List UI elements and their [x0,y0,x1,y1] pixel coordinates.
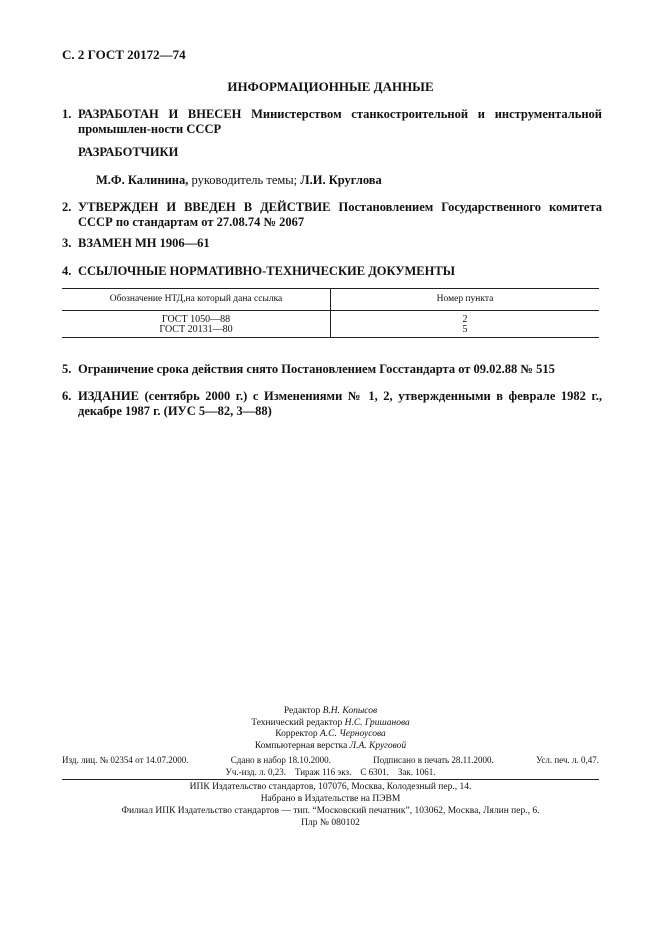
item-number: 6. [62,389,72,403]
table-cell: 5 [331,325,600,338]
layout-line [0,741,661,753]
developers-label: РАЗРАБОТЧИКИ [78,145,179,159]
item-1 [62,107,602,137]
page-header: С. 2 ГОСТ 20172—74 [62,47,186,62]
item-text: ВЗАМЕН МН 1906—61 [78,236,210,250]
imprint-block [0,706,661,752]
tech-editor-name: Н.С. Гришанова [344,717,410,728]
table-header-row [62,289,599,311]
item-text: Ограничение срока действия снято Постановлением Госстандарта от 09.02.88 № 515 [78,362,555,376]
publication-block [62,754,599,778]
item-text: ИЗДАНИЕ (сентябрь 2000 г.) с Изменениями № 1, 2, утвержденными в феврале 1982 г., декабре 1987 г. (ИУС 5—82, 3—88) [78,389,602,418]
corrector-line [0,729,661,741]
item-text: РАЗРАБОТАН И ВНЕСЕН Министерством станкостроительной и инструментальной промышлен-ности СССР [78,107,602,136]
tech-editor-line [0,718,661,730]
developers-line [96,173,382,188]
print-sheets: Усл. печ. л. 0,47. [536,755,599,765]
editor-name: В.Н. Копысов [322,706,378,716]
divider [62,779,599,780]
developer-name: Л.И. Круглова [300,173,382,187]
editor-line [0,706,661,718]
footer-line: Набрано в Издательстве на ПЭВМ [260,794,401,804]
set-date: Сдано в набор 18.10.2000. [230,755,331,765]
item-number: 3. [62,236,72,250]
item-5 [62,362,602,377]
corrector-label: Корректор [275,729,320,739]
table-row [62,311,599,326]
item-number: 5. [62,362,72,376]
publication-row [62,754,599,766]
item-number: 4. [62,264,72,278]
reference-table [62,288,599,338]
footer-line: Филиал ИПК Издательство стандартов — тип. “Московский печатник”, 103062, Москва, Лялин пер., 6. [121,806,540,816]
table-row [62,325,599,338]
developer-role: руководитель темы; [188,173,301,187]
publication-row-2: Уч.-изд. л. 0,23. Тираж 116 экз. С 6301. Зак. 1061. [225,767,436,777]
column-header: Номер пункта [331,289,600,311]
item-number: 2. [62,200,72,214]
layout-label: Компьютерная верстка [254,740,350,751]
section-title: ИНФОРМАЦИОННЫЕ ДАННЫЕ [227,79,434,94]
item-2 [62,200,602,230]
footer-line: ИПК Издательство стандартов, 107076, Москва, Колодезный пер., 14. [189,782,472,792]
table-cell: 2 [462,314,468,325]
table-cell: ГОСТ 20131—80 [62,325,331,338]
item-3 [62,236,602,251]
editor-label: Редактор [283,706,323,716]
developer-name: М.Ф. Калинина, [96,173,189,187]
item-text: ССЫЛОЧНЫЕ НОРМАТИВНО-ТЕХНИЧЕСКИЕ ДОКУМЕНТЫ [78,264,455,278]
footer-line: Плр № 080102 [301,818,360,828]
item-4 [62,264,602,279]
license: Изд. лиц. № 02354 от 14.07.2000. [62,755,189,765]
footer [0,781,661,829]
table-cell: ГОСТ 1050—88 [62,311,331,326]
item-number: 1. [62,107,72,121]
item-6 [62,389,602,419]
layout-name: Л.А. Круговой [349,740,407,751]
item-text: УТВЕРЖДЕН И ВВЕДЕН В ДЕЙСТВИЕ Постановлением Государственного комитета СССР по стандартам от 27.08.74 № 2067 [78,200,602,229]
tech-editor-label: Технический редактор [251,717,345,728]
column-header: Обозначение НТД,на который дана ссылка [62,289,331,311]
signed-date: Подписано в печать 28.11.2000. [373,755,494,765]
corrector-name: А.С. Черноусова [319,729,386,739]
